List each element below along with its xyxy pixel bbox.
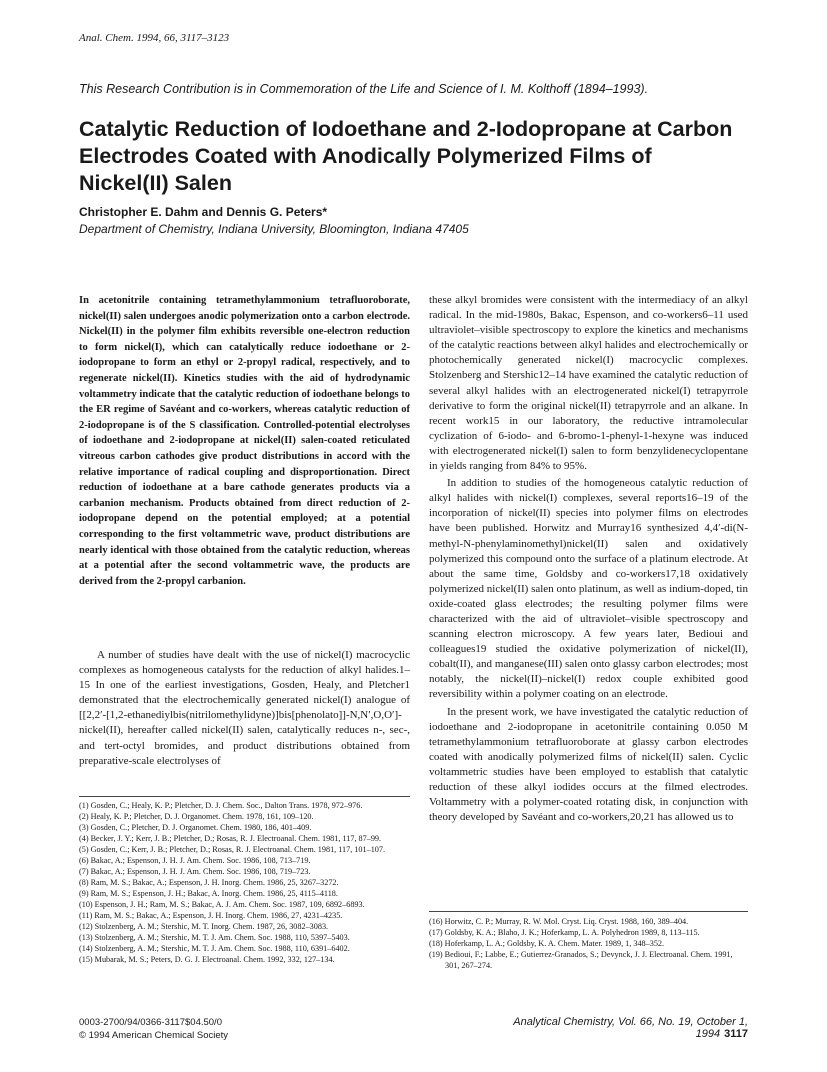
copyright-notice: © 1994 American Chemical Society [79, 1030, 229, 1041]
intro-paragraph: A number of studies have dealt with the use of nickel(I) macrocyclic complexes as homogeneous catalysts for the reduction of alkyl halides.1–15 In one of the earliest investigations, Gosden, Healy, and Pletcher1 demonstrated that the electrochemically generated nickel(I) analogue of [[2,2′-[1,2-ethanediylbis(nitrilomethylidyne)]bis[phenolato]]-N,N′,O,O′]-nickel(II), hereafter called nickel(II) salen, catalytically reduces n-, sec-, and tert-octyl bromides, and product distributions obtained from preparative-scale electrolyses of [79, 649, 410, 767]
reference-item: (7) Bakac, A.; Espenson, J. H. J. Am. Chem. Soc. 1986, 108, 719–723. [79, 867, 311, 876]
reference-item: (17) Goldsby, K. A.; Blaho, J. K.; Hoferkamp, L. A. Polyhedron 1989, 8, 113–115. [429, 928, 700, 937]
reference-item: (11) Ram, M. S.; Bakac, A.; Espenson, J. H. Inorg. Chem. 1986, 27, 4231–4235. [79, 911, 343, 920]
reference-item: (9) Ram, M. S.; Espenson, J. H.; Bakac, A. Inorg. Chem. 1986, 25, 4115–4118. [79, 889, 338, 898]
affiliation: Department of Chemistry, Indiana University, Bloomington, Indiana 47405 [79, 222, 469, 236]
reference-item: (15) Mubarak, M. S.; Peters, D. G. J. Electroanal. Chem. 1992, 332, 127–134. [79, 955, 335, 964]
reference-item: (2) Healy, K. P.; Pletcher, D. J. Organomet. Chem. 1978, 161, 109–120. [79, 812, 314, 821]
body-paragraph: these alkyl bromides were consistent with the intermediacy of an alkyl radical. In the mid-1980s, Bakac, Espenson, and co-workers6–11 used ultraviolet–visible spectroscopy to explore the kinetics and mechanisms of the catalytic reactions between alkyl halides and electrochemically or photochemically generated nickel(I) macrocyclic complexes. Stolzenberg and Stershic12–14 have examined the catalytic reduction of several alkyl halides with an electrogenerated nickel(I) tetrapyrrole derivative to form the original nickel(II) tetrapyrrole and an alkane. In recent work15 in our laboratory, the reductive intramolecular cyclization of 6-iodo- and 6-bromo-1-phenyl-1-hexyne was induced with electrogenerated nickel(I) salen to form benzylidenecyclopentane in yields ranging from 84% to 95%. [429, 294, 748, 473]
body-column-right [429, 293, 748, 825]
journal-header: Anal. Chem. 1994, 66, 3117–3123 [79, 32, 230, 44]
reference-item: (18) Hoferkamp, L. A.; Goldsby, K. A. Chem. Mater. 1989, 1, 348–352. [429, 939, 665, 948]
footnote-divider [429, 911, 748, 912]
reference-item: (3) Gosden, C.; Pletcher, D. J. Organomet. Chem. 1980, 186, 401–409. [79, 823, 312, 832]
reference-item: (12) Stolzenberg, A. M.; Stershic, M. T. Inorg. Chem. 1987, 26, 3082–3083. [79, 922, 329, 931]
footer-identifiers [79, 1016, 228, 1042]
article-title: Catalytic Reduction of Iodoethane and 2-Iodopropane at Carbon Electrodes Coated with Anodically Polymerized Films of Nickel(II) Salen [79, 117, 733, 195]
commemoration-note: This Research Contribution is in Commemoration of the Life and Science of I. M. Kolthoff (1894–1993). [79, 82, 649, 96]
reference-item: (16) Horwitz, C. P.; Murray, R. W. Mol. Cryst. Liq. Cryst. 1988, 160, 389–404. [429, 917, 689, 926]
reference-item: (19) Bedioui, F.; Labbe, E.; Gutierrez-Granados, S.; Devynck, J. J. Electroanal. Chem. 1991, 301, 267–274. [429, 950, 733, 970]
intro-column-left [79, 648, 410, 769]
abstract: In acetonitrile containing tetramethylammonium tetrafluoroborate, nickel(II) salen undergoes anodic polymerization onto a carbon electrode. Nickel(II) in the polymer film exhibits reversible one-electron reduction to form nickel(I), which can catalytically reduce iodoethane or 2-iodopropane to form an ethyl or 2-propyl radical, respectively, and to regenerate nickel(II). Kinetics studies with the aid of hydrodynamic voltammetry indicate that the catalytic reduction of iodoethane belongs to the ER regime of Savéant and co-workers, whereas catalytic reduction of 2-iodopropane is of the S classification. Controlled-potential electrolyses of iodoethane and 2-iodopropane at nickel(II) salen-coated reticulated vitreous carbon cathodes give product distributions in accord with the relative importance of radical coupling and disproportionation. Direct reduction of iodoethane at a bare cathode generates products via a carbanion mechanism. Products obtained from direct reduction of 2-iodopropane depend on the potential employed; at a potential corresponding to the first voltammetric wave, product distributions are nearly identical with those obtained from the catalytic reduction, whereas at a potential after the second voltammetric wave, the products are derived from the 2-propyl carbanion. [79, 295, 410, 587]
body-paragraph: In addition to studies of the homogeneous catalytic reduction of alkyl halides with nickel(I) complexes, several reports16–19 of the incorporation of nickel(II) species into polymer films on electrodes have been published. Horwitz and Murray16 synthesized 4,4′-di(N-methyl-N-phenylaminomethyl)nickel(II) salen and oxidatively polymerized this compound onto the surface of a platinum electrode. At about the same time, Goldsby and co-workers17,18 oxidatively polymerized nickel(II) salen onto platinum, as well as indium-doped, tin oxide-coated glass electrodes; the resulting polymer films were characterized with the aid of ultraviolet–visible spectroscopy and scanning electron microscopy. A few years later, Bedioui and colleagues19 studied the oxidative polymerization of nickel(II), cobalt(II), and manganese(III) salen onto glassy carbon electrodes; most notably, the nickel(II)–nickel(I) redox couple exhibited good reversibility within a polymer coating on an electrode. [429, 477, 748, 701]
page-number: 3117 [724, 1028, 748, 1040]
body-paragraph: In the present work, we have investigated the catalytic reduction of iodoethane and 2-iodopropane in acetonitrile containing 0.050 M tetramethylammonium tetrafluoroborate at glassy carbon electrodes coated with anodically polymerized films of nickel(II) salen. Cyclic voltammetric studies have been employed to establish that catalytic reduction of these alkyl iodides occurs at the filmed electrodes. Voltammetry with a polymer-coated rotating disk, in conjunction with theory developed by Savéant and co-workers,20,21 has allowed us to [429, 705, 748, 824]
reference-list-left [79, 800, 410, 965]
reference-item: (14) Stolzenberg, A. M.; Stershic, M. T. J. Am. Chem. Soc. 1988, 110, 6391–6402. [79, 944, 350, 953]
reference-item: (5) Gosden, C.; Kerr, J. B.; Pletcher, D.; Rosas, R. J. Electroanal. Chem. 1981, 117, 101–107. [79, 845, 386, 854]
author-list: Christopher E. Dahm and Dennis G. Peters* [79, 205, 328, 219]
reference-item: (8) Ram, M. S.; Bakac, A.; Espenson, J. H. Inorg. Chem. 1986, 25, 3267–3272. [79, 878, 339, 887]
reference-item: (6) Bakac, A.; Espenson, J. H. J. Am. Chem. Soc. 1986, 108, 713–719. [79, 856, 311, 865]
article-code: 0003-2700/94/0366-3117$04.50/0 [79, 1017, 222, 1028]
journal-issue: Analytical Chemistry, Vol. 66, No. 19, October 1, 1994 [513, 1016, 748, 1040]
reference-item: (13) Stolzenberg, A. M.; Stershic, M. T. J. Am. Chem. Soc. 1988, 110, 5397–5403. [79, 933, 350, 942]
reference-item: (10) Espenson, J. H.; Ram, M. S.; Bakac, A. J. Am. Chem. Soc. 1987, 109, 6892–6893. [79, 900, 365, 909]
footnote-divider [79, 796, 410, 797]
reference-list-right [429, 916, 748, 971]
reference-item: (4) Becker, J. Y.; Kerr, J. B.; Pletcher, D.; Rosas, R. J. Electroanal. Chem. 1981, 117, 87–99. [79, 834, 382, 843]
reference-item: (1) Gosden, C.; Healy, K. P.; Pletcher, D. J. Chem. Soc., Dalton Trans. 1978, 972–976. [79, 801, 363, 810]
footer-journal [462, 1016, 748, 1040]
